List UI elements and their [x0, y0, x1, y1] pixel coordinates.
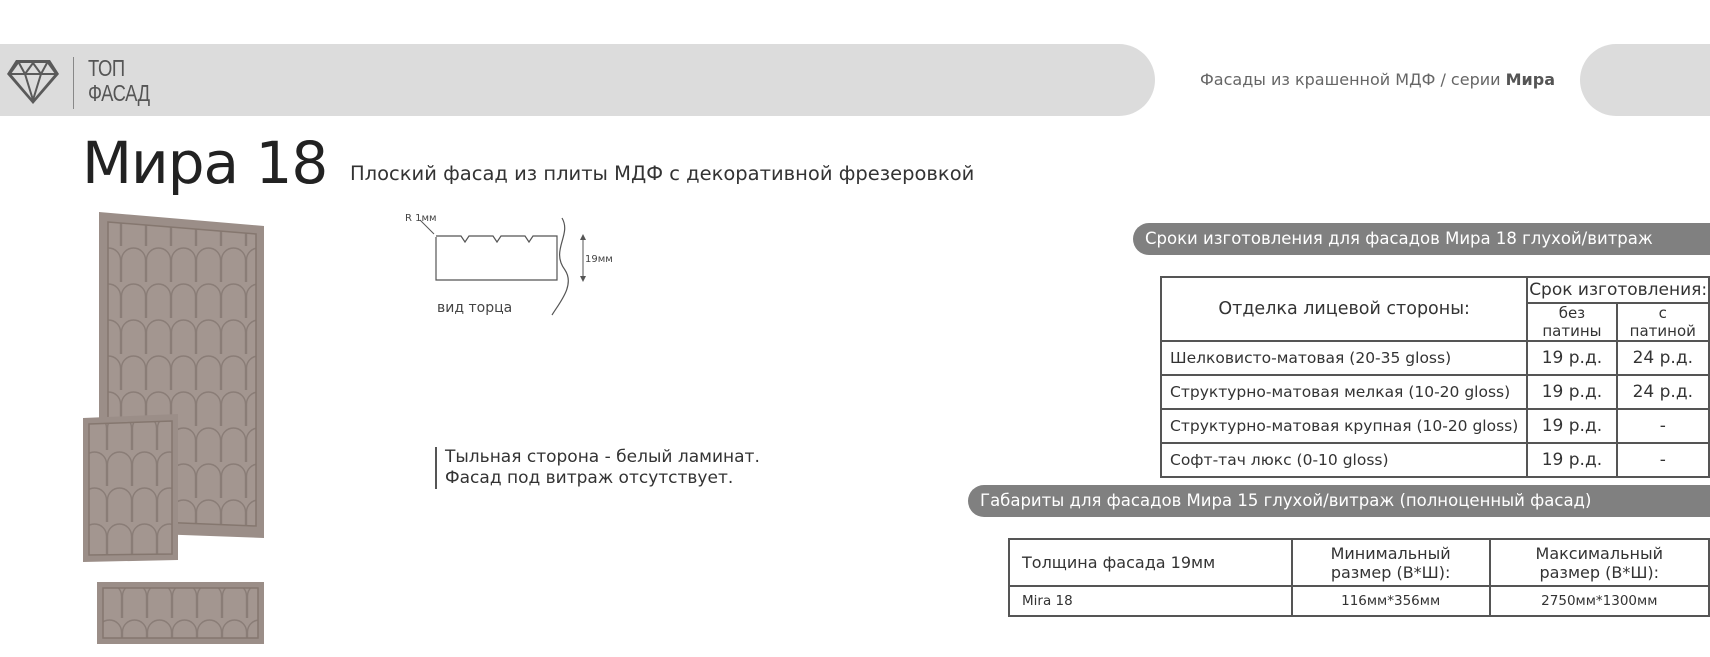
col-min-header — [1292, 539, 1490, 586]
radius-label: R 1мм — [405, 213, 437, 224]
table-header-row — [1161, 277, 1709, 303]
col-min-line1: Минимальный — [1330, 543, 1451, 563]
patina-cell: 24 р.д. — [1617, 375, 1709, 409]
finish-cell: Структурно-матовая мелкая (10-20 gloss) — [1161, 375, 1527, 409]
finish-cell: Шелковисто-матовая (20-35 gloss) — [1161, 341, 1527, 375]
col-max-header — [1490, 539, 1709, 586]
logo-line2: ФАСАД — [88, 80, 150, 106]
no-patina-cell: 19 р.д. — [1527, 443, 1616, 477]
col-max-line2: размер (В*Ш): — [1539, 562, 1660, 582]
no-patina-cell: 19 р.д. — [1527, 341, 1616, 375]
lead-time-heading: Сроки изготовления для фасадов Мира 18 глухой/витраж — [1133, 223, 1710, 255]
patina-cell: 24 р.д. — [1617, 341, 1709, 375]
col-no-patina-header: без патины — [1527, 303, 1616, 341]
table-row — [1161, 341, 1709, 375]
edge-profile-drawing — [400, 210, 630, 320]
table-row — [1009, 586, 1709, 616]
finish-cell: Структурно-матовая крупная (10-20 gloss) — [1161, 409, 1527, 443]
table-row — [1161, 443, 1709, 477]
table-row — [1161, 409, 1709, 443]
table-row — [1161, 375, 1709, 409]
breadcrumb-prefix: Фасады из крашенной МДФ / серии — [1200, 70, 1506, 89]
breadcrumb-series: Мира — [1505, 70, 1555, 89]
col-finish-header: Отделка лицевой стороны: — [1161, 277, 1527, 341]
dimensions-table — [1008, 538, 1710, 617]
facade-strip-image — [97, 582, 264, 644]
lead-time-table — [1160, 276, 1710, 478]
finish-cell: Софт-тач люкс (0-10 gloss) — [1161, 443, 1527, 477]
page-title: Мира 18 — [82, 129, 328, 197]
max-size-cell: 2750мм*1300мм — [1490, 586, 1709, 616]
logo-line1: ТОП — [88, 55, 125, 81]
breadcrumb — [1200, 70, 1555, 89]
header-band-right — [1580, 44, 1710, 116]
no-patina-cell: 19 р.д. — [1527, 375, 1616, 409]
table-header-row — [1009, 539, 1709, 586]
col-max-line1: Максимальный — [1535, 543, 1664, 563]
min-size-cell: 116мм*356мм — [1292, 586, 1490, 616]
back-side-note — [435, 447, 760, 489]
col-thickness-header: Толщина фасада 19мм — [1009, 539, 1292, 586]
logo-text — [88, 56, 150, 106]
end-view-label: вид торца — [437, 300, 513, 316]
patina-cell: - — [1617, 409, 1709, 443]
page-subtitle: Плоский фасад из плиты МДФ с декоративной фрезеровкой — [350, 162, 975, 185]
logo-divider — [73, 57, 74, 109]
col-min-line2: размер (В*Ш): — [1330, 562, 1451, 582]
model-cell: Mira 18 — [1009, 586, 1292, 616]
header-band — [0, 44, 1155, 116]
back-note-line1: Тыльная сторона - белый ламинат. — [445, 447, 760, 467]
thickness-label: 19мм — [585, 254, 613, 265]
col-patina-header: с патиной — [1617, 303, 1709, 341]
back-note-line2: Фасад под витраж отсутствует. — [445, 468, 734, 488]
col-term-header: Срок изготовления: — [1527, 277, 1709, 303]
dimensions-heading: Габариты для фасадов Мира 15 глухой/витраж (полноценный фасад) — [968, 485, 1710, 517]
diamond-logo-icon — [6, 56, 60, 106]
patina-cell: - — [1617, 443, 1709, 477]
no-patina-cell: 19 р.д. — [1527, 409, 1616, 443]
facade-sample-image — [82, 414, 182, 564]
